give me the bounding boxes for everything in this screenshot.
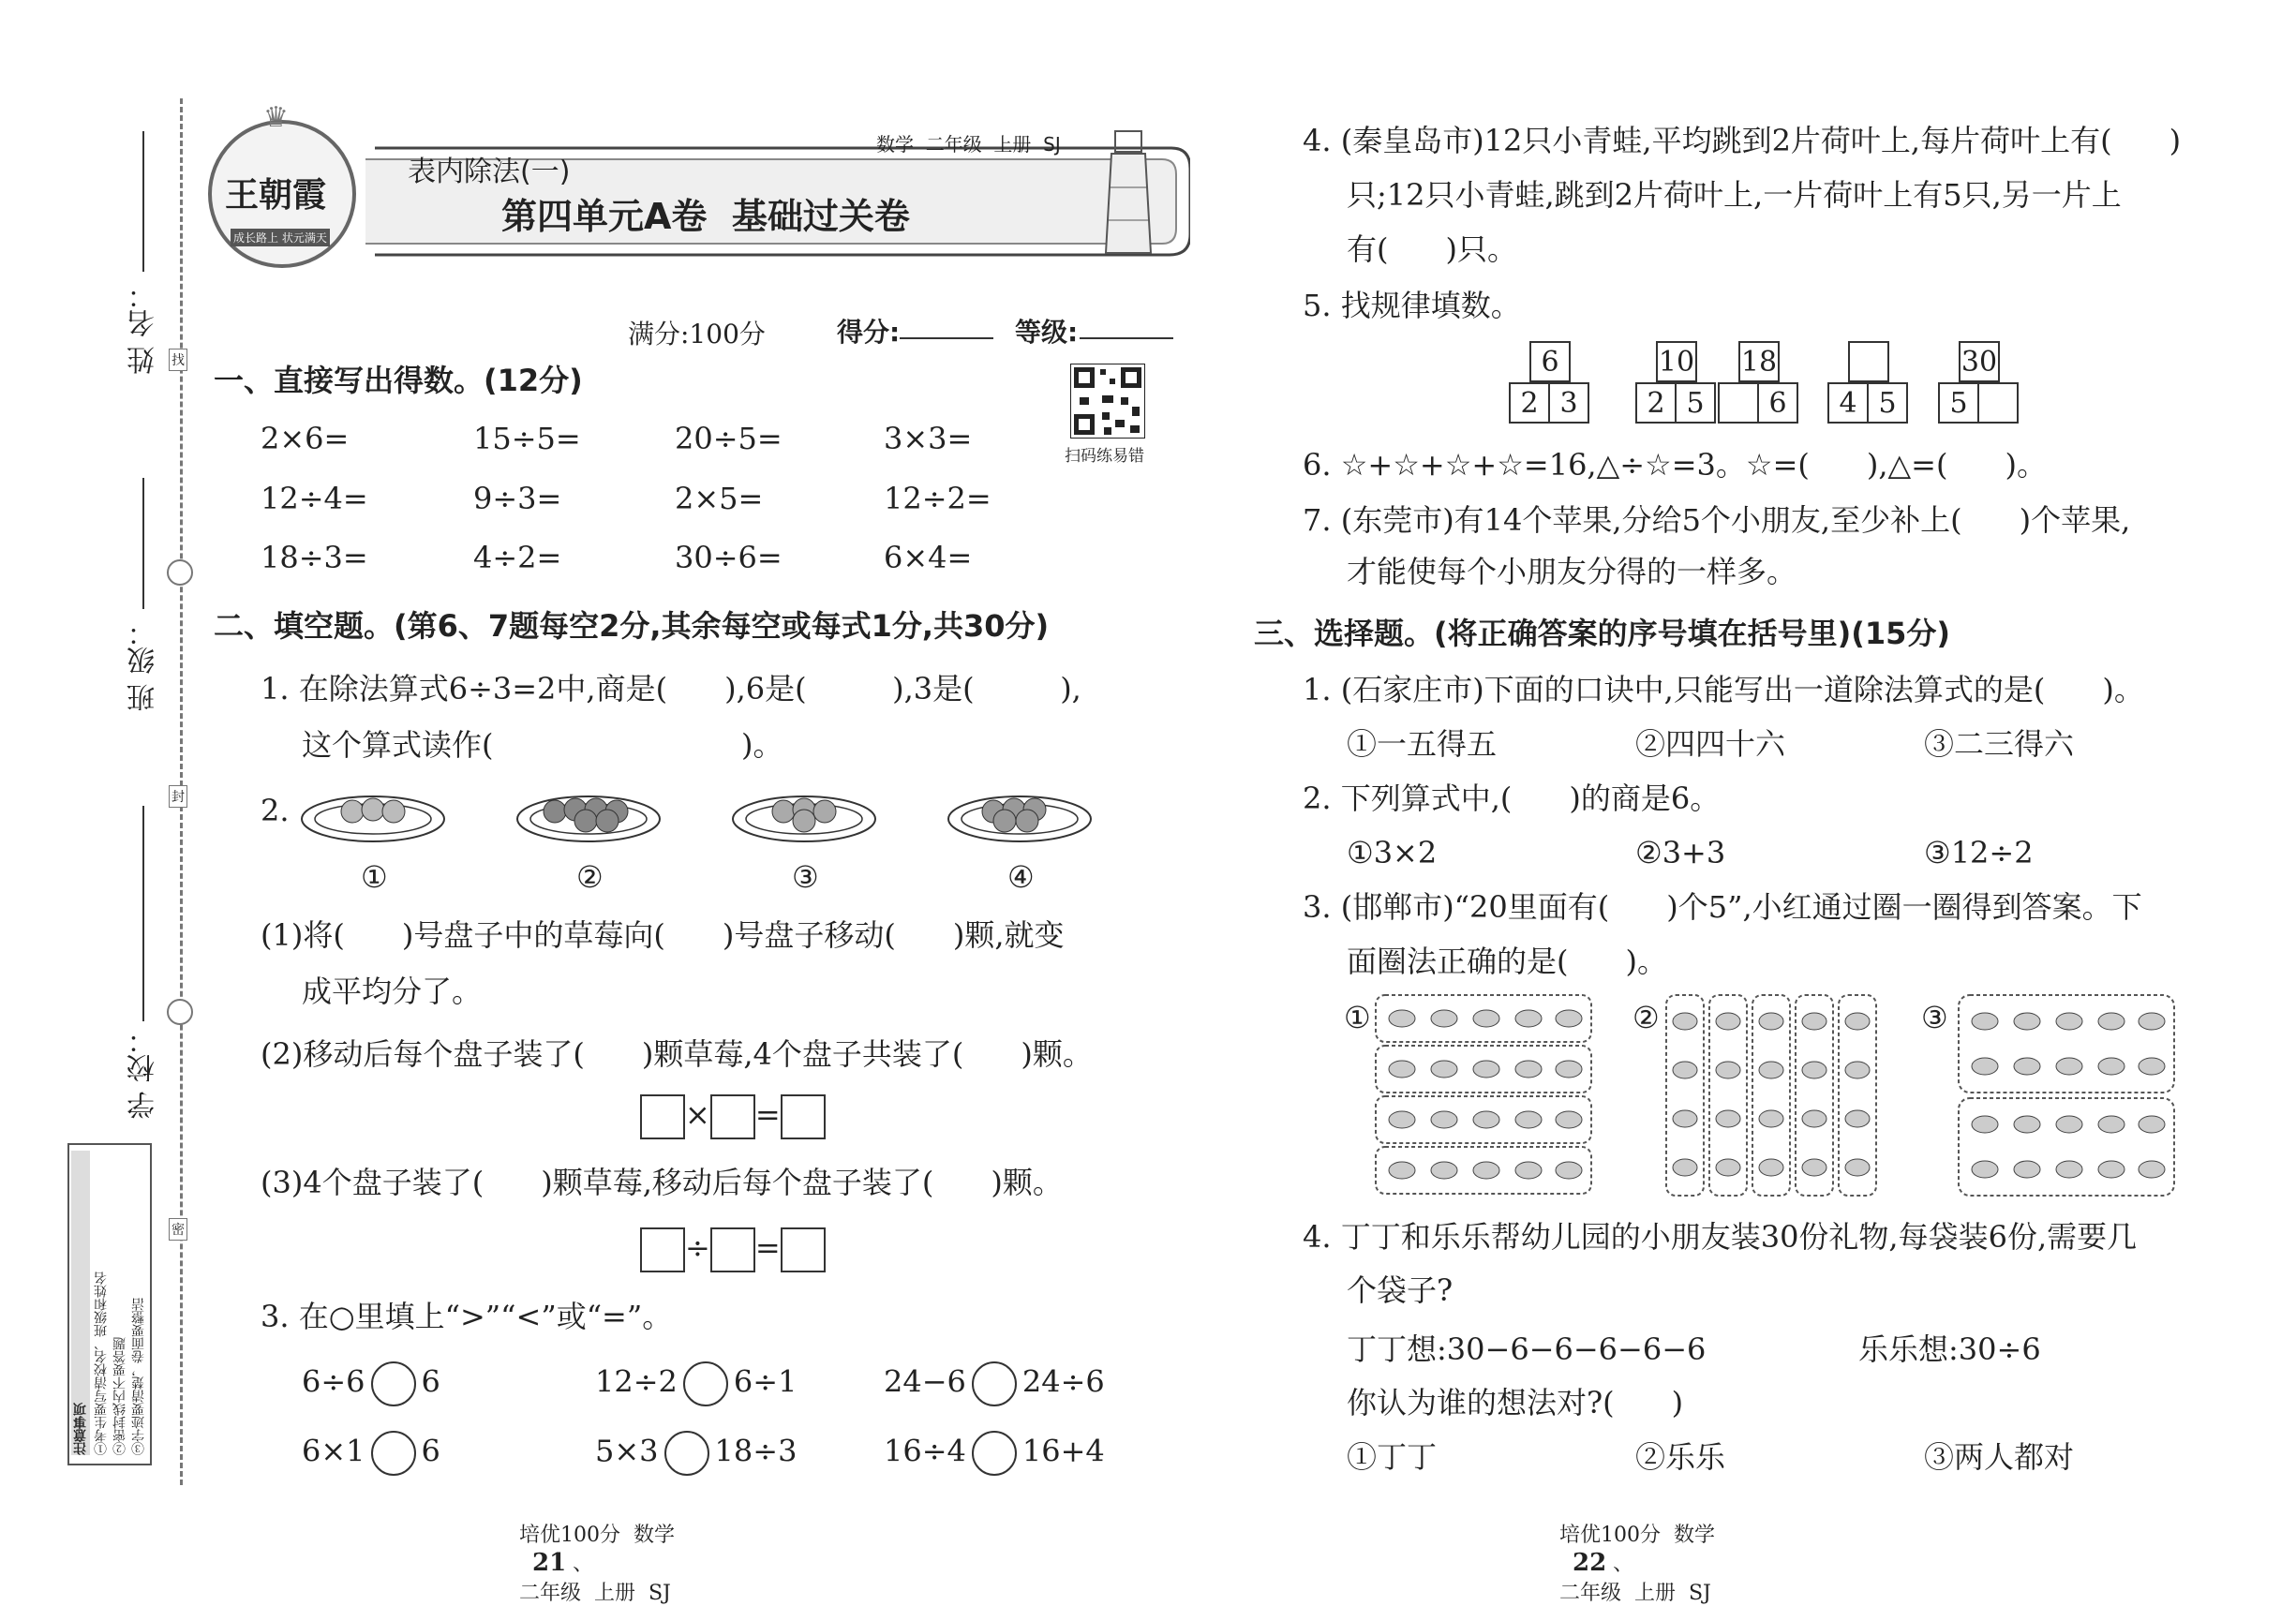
pattern-top: 10 <box>1657 342 1696 381</box>
candy-grouping-rows-icon <box>1374 993 1594 1199</box>
notice-item: ③字迹要清楚，卷面要整洁 <box>131 1298 146 1455</box>
answer-box[interactable] <box>640 1227 685 1272</box>
choice-q4-question: 你认为谁的想法对?( ) <box>1347 1385 1684 1420</box>
notice-box <box>67 1143 152 1465</box>
fill-q7-line1: 7. (东莞市)有14个苹果,分给5个小朋友,至少补上( )个苹果, <box>1303 502 2131 538</box>
choice-option[interactable]: ② <box>1633 1000 1660 1035</box>
score-field[interactable] <box>900 337 993 339</box>
page-number: 22 <box>1572 1549 1607 1577</box>
compare-item <box>595 1361 797 1406</box>
fill-q3-title: 3. 在○里填上“>”“<”或“=”。 <box>261 1299 673 1334</box>
choice-option[interactable]: ① <box>1344 1000 1371 1035</box>
pattern-group <box>1827 341 1908 424</box>
page-title: 第四单元A卷 基础过关卷 <box>501 196 910 237</box>
compare-item <box>884 1431 1105 1476</box>
logo-slogan: 成长路上 状元满天 <box>231 229 330 246</box>
answer-box[interactable] <box>781 1227 826 1272</box>
compare-circle[interactable] <box>972 1361 1017 1406</box>
lighthouse-icon <box>1078 122 1181 262</box>
choice-option[interactable]: ③二三得六 <box>1924 726 2075 762</box>
compare-left: 6×1 <box>302 1433 365 1469</box>
fill-q1-line1: 1. 在除法算式6÷3=2中,商是( ),6是( ),3是( ), <box>261 671 1081 706</box>
math-item: 18÷3= <box>261 540 368 575</box>
name-label: 姓 名： <box>127 281 160 375</box>
compare-right: 6 <box>421 1363 440 1400</box>
math-item: 2×6= <box>261 421 350 456</box>
operator: ÷ <box>685 1229 710 1266</box>
pattern-right: 5 <box>1868 383 1907 423</box>
math-item: 20÷5= <box>675 421 783 456</box>
answer-box[interactable] <box>710 1094 755 1139</box>
compare-circle[interactable] <box>371 1361 416 1406</box>
choice-option[interactable]: ②乐乐 <box>1635 1439 1726 1475</box>
math-item: 3×3= <box>884 421 973 456</box>
math-item: 4÷2= <box>473 540 562 575</box>
choice-q4-line2: 个袋子? <box>1347 1272 1454 1308</box>
pattern-right: 5 <box>1676 383 1715 423</box>
strawberry-plate-icon <box>514 785 663 845</box>
compare-right: 6 <box>421 1433 440 1469</box>
choice-option[interactable]: ②3+3 <box>1635 835 1726 870</box>
fill-q4-line2: 只;12只小青蛙,跳到2片荷叶上,一片荷叶上有5只,另一片上 <box>1347 177 2122 213</box>
fill-q2-part1-line2: 成平均分了。 <box>302 974 483 1009</box>
answer-box[interactable] <box>710 1227 755 1272</box>
seal-tag-feng: 封 <box>169 785 187 808</box>
plate-label: ③ <box>792 859 819 895</box>
class-label: 班 级： <box>127 618 160 712</box>
fill-q2-part1-line1: (1)将( )号盘子中的草莓向( )号盘子移动( )颗,就变 <box>261 917 1065 953</box>
dingding-thought: 丁丁想:30−6−6−6−6−6 <box>1347 1331 1707 1367</box>
fill-q4-line1: 4. (秦皇岛市)12只小青蛙,平均跳到2片荷叶上,每片荷叶上有( ) <box>1303 123 2182 158</box>
equals-sign: = <box>754 1096 781 1133</box>
equation-multiply <box>640 1094 826 1139</box>
compare-circle[interactable] <box>683 1361 728 1406</box>
compare-circle[interactable] <box>664 1431 709 1476</box>
topic-label: 表内除法(一) <box>408 156 571 188</box>
choice-option[interactable]: ①3×2 <box>1347 835 1438 870</box>
pattern-group <box>1509 341 1589 424</box>
page-number: 21 <box>531 1549 567 1577</box>
logo <box>208 101 356 268</box>
compare-right: 6÷1 <box>733 1363 798 1400</box>
footer-grade: 二年级 上册 SJ <box>519 1582 671 1605</box>
section-2-title: 二、填空题。(第6、7题每空2分,其余每空或每式1分,共30分) <box>214 608 1050 644</box>
fill-q2-number: 2. <box>261 793 290 828</box>
fill-q1-line2: 这个算式读作( )。 <box>302 727 783 763</box>
qr-caption: 扫码练易错 <box>1065 447 1144 466</box>
compare-circle[interactable] <box>972 1431 1017 1476</box>
binding-hole-icon <box>167 999 193 1025</box>
footer-right: 培优100分 数学 22 、 二年级 上册 SJ <box>1559 1524 1715 1605</box>
compare-right: 16+4 <box>1021 1433 1105 1469</box>
compare-right: 24÷6 <box>1021 1363 1105 1400</box>
school-field[interactable] <box>142 806 144 1021</box>
math-item: 2×5= <box>675 481 764 516</box>
choice-q2: 2. 下列算式中,( )的商是6。 <box>1303 781 1721 816</box>
footer-book: 培优100分 数学 <box>1559 1524 1715 1547</box>
fill-q2-part2: (2)移动后每个盘子装了( )颗草莓,4个盘子共装了( )颗。 <box>261 1036 1093 1072</box>
logo-text: 王朝霞 <box>225 176 327 215</box>
choice-q3-line1: 3. (邯郸市)“20里面有( )个5”,小红通过圈一圈得到答案。下 <box>1303 889 2142 925</box>
fill-q2-part3: (3)4个盘子装了( )颗草莓,移动后每个盘子装了( )颗。 <box>261 1165 1063 1200</box>
equation-divide <box>640 1227 826 1272</box>
choice-q4-line1: 4. 丁丁和乐乐帮幼儿园的小朋友装30份礼物,每袋装6份,需要几 <box>1303 1219 2138 1255</box>
pattern-group <box>1635 341 1716 424</box>
compare-item <box>595 1431 797 1476</box>
pattern-top: 18 <box>1739 342 1779 381</box>
grade-field[interactable] <box>1080 337 1173 339</box>
pattern-top: 30 <box>1960 342 1999 381</box>
compare-item <box>884 1361 1105 1406</box>
choice-option[interactable]: ①一五得五 <box>1347 726 1498 762</box>
math-item: 30÷6= <box>675 540 783 575</box>
fill-q4-line3: 有( )只。 <box>1347 231 1518 267</box>
plate-label: ② <box>576 859 604 895</box>
compare-item <box>302 1361 440 1406</box>
pattern-top[interactable] <box>1849 342 1888 381</box>
plate-label: ④ <box>1007 859 1035 895</box>
seal-tag-mi: 密 <box>169 1218 187 1241</box>
pattern-right[interactable] <box>1978 383 2018 423</box>
plate-label: ① <box>361 859 388 895</box>
pattern-group <box>1938 341 2019 424</box>
equals-sign: = <box>754 1229 781 1266</box>
full-score: 满分:100分 <box>628 319 766 349</box>
operator: × <box>685 1096 710 1133</box>
fill-q6: 6. ☆+☆+☆+☆=16,△÷☆=3。☆=( ),△=( )。 <box>1303 447 2047 483</box>
compare-right: 18÷3 <box>714 1433 798 1469</box>
pattern-left: 5 <box>1939 383 1978 423</box>
choice-option[interactable]: ③两人都对 <box>1924 1439 2075 1475</box>
answer-box[interactable] <box>640 1094 685 1139</box>
pattern-top: 6 <box>1530 342 1570 381</box>
math-item: 12÷2= <box>884 481 991 516</box>
compare-left: 12÷2 <box>595 1363 678 1400</box>
compare-left: 16÷4 <box>884 1433 966 1469</box>
footer-left: 培优100分 数学 21 、 二年级 上册 SJ <box>519 1524 675 1605</box>
seal-tag-zhao: 找 <box>169 349 187 371</box>
score-label: 得分: <box>837 317 901 348</box>
footer-book: 培优100分 数学 <box>519 1524 675 1547</box>
math-item: 12÷4= <box>261 481 368 516</box>
footer-grade: 二年级 上册 SJ <box>1559 1582 1711 1605</box>
pattern-group <box>1718 341 1798 424</box>
choice-q1: 1. (石家庄市)下面的口诀中,只能写出一道除法算式的是( )。 <box>1303 672 2144 707</box>
section-3-title: 三、选择题。(将正确答案的序号填在括号里)(15分) <box>1254 616 1951 651</box>
fill-q7-line2: 才能使每个小朋友分得的一样多。 <box>1347 554 1797 589</box>
class-field[interactable] <box>142 478 144 609</box>
pattern-left: 2 <box>1510 383 1549 423</box>
strawberry-plate-icon <box>945 785 1095 845</box>
choice-option[interactable]: ①丁丁 <box>1347 1439 1438 1475</box>
notice-item: ①考生要写清校名、班级和姓名 <box>94 1271 109 1455</box>
math-item: 15÷5= <box>473 421 581 456</box>
notice-title: 注意事项 <box>71 1151 90 1455</box>
choice-option[interactable]: ③ <box>1921 1000 1948 1035</box>
pattern-right: 6 <box>1758 383 1797 423</box>
choice-option[interactable]: ③12÷2 <box>1924 835 2034 870</box>
binding-hole-icon <box>167 559 193 586</box>
strawberry-plate-icon <box>298 785 448 845</box>
fill-q5-title: 5. 找规律填数。 <box>1303 288 1521 323</box>
choice-option[interactable]: ②四四十六 <box>1635 726 1786 762</box>
pattern-left[interactable] <box>1719 383 1758 423</box>
crown-icon: ♛ <box>263 101 289 134</box>
candy-grouping-columns-icon <box>1664 993 1885 1199</box>
candy-grouping-halves-icon <box>1957 993 2177 1199</box>
strawberry-plate-icon <box>729 785 879 845</box>
notice-item: ②密封线内不要答题 <box>112 1337 127 1455</box>
section-1-title: 一、直接写出得数。(12分) <box>214 363 583 398</box>
pattern-right: 3 <box>1549 383 1588 423</box>
compare-item <box>302 1431 440 1476</box>
choice-q3-line2: 面圈法正确的是( )。 <box>1347 944 1668 979</box>
pattern-left: 2 <box>1636 383 1676 423</box>
school-label: 学 校： <box>127 1026 160 1120</box>
name-field[interactable] <box>142 131 144 272</box>
math-item: 6×4= <box>884 540 973 575</box>
math-item: 9÷3= <box>473 481 562 516</box>
course-meta: 数学 二年级 上册 SJ <box>876 133 1061 156</box>
compare-circle[interactable] <box>371 1431 416 1476</box>
grade-label: 等级: <box>1015 317 1079 348</box>
answer-box[interactable] <box>781 1094 826 1139</box>
lele-thought: 乐乐想:30÷6 <box>1858 1331 2041 1367</box>
compare-left: 24−6 <box>884 1363 966 1400</box>
compare-left: 6÷6 <box>302 1363 365 1400</box>
qr-code-icon[interactable] <box>1070 364 1145 439</box>
pattern-left: 4 <box>1828 383 1868 423</box>
compare-left: 5×3 <box>595 1433 659 1469</box>
